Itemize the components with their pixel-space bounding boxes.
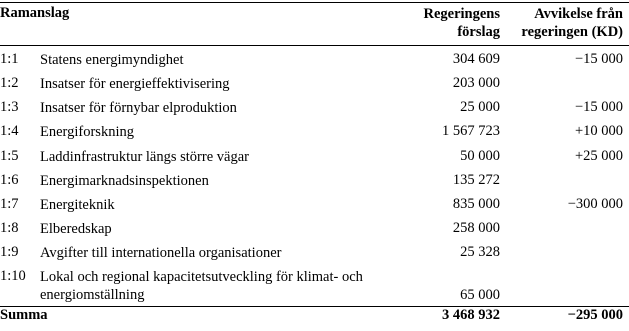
- table-row: [0, 220, 629, 244]
- table-header: [0, 5, 629, 45]
- row-deviation: −15 000: [574, 99, 623, 115]
- row-number: 1:2: [0, 75, 19, 91]
- header-proposal-line1: Regeringens: [423, 6, 500, 22]
- table-row: [0, 268, 629, 308]
- row-name: Energiteknik: [40, 197, 115, 213]
- row-number: 1:8: [0, 220, 19, 236]
- table-row: [0, 75, 629, 99]
- header-ramanslag: Ramanslag: [0, 5, 70, 21]
- row-deviation: −300 000: [567, 196, 623, 212]
- row-number: 1:4: [0, 123, 19, 139]
- table-row: [0, 99, 629, 123]
- row-number: 1:1: [0, 51, 19, 67]
- header-rule: [0, 45, 629, 46]
- row-proposal: 1 567 723: [442, 123, 500, 139]
- header-deviation-line1: Avvikelse från: [534, 6, 623, 22]
- row-name: Insatser för förnybar elproduktion: [40, 100, 237, 116]
- header-deviation-line2: regeringen (KD): [521, 24, 623, 40]
- row-name: Avgifter till internationella organisationer: [40, 245, 282, 261]
- row-proposal: 65 000: [460, 287, 500, 303]
- row-deviation: +10 000: [574, 123, 623, 139]
- row-name: Insatser för energieffektivisering: [40, 76, 230, 92]
- total-label: Summa: [0, 307, 48, 323]
- row-number: 1:10: [0, 268, 26, 284]
- row-name: Energiforskning: [40, 124, 134, 140]
- total-proposal: 3 468 932: [442, 307, 500, 323]
- row-proposal: 135 272: [452, 172, 500, 188]
- row-number: 1:5: [0, 148, 19, 164]
- row-proposal: 203 000: [452, 75, 500, 91]
- table-row: [0, 196, 629, 220]
- row-proposal: 50 000: [460, 148, 500, 164]
- row-deviation: −15 000: [574, 51, 623, 67]
- header-proposal: [423, 5, 500, 41]
- row-proposal: 304 609: [452, 51, 500, 67]
- header-proposal-line2: förslag: [457, 24, 500, 40]
- row-proposal: 258 000: [452, 220, 500, 236]
- row-deviation: +25 000: [574, 148, 623, 164]
- row-name: Elberedskap: [40, 221, 112, 237]
- row-number: 1:9: [0, 244, 19, 260]
- row-number: 1:7: [0, 196, 19, 212]
- top-rule: [0, 2, 629, 3]
- row-proposal: 25 000: [460, 99, 500, 115]
- row-name: Statens energimyndighet: [40, 52, 184, 68]
- table-row: [0, 172, 629, 196]
- table-row: [0, 148, 629, 172]
- row-number: 1:3: [0, 99, 19, 115]
- table-row: [0, 244, 629, 268]
- row-proposal: 25 328: [460, 244, 500, 260]
- row-name: Lokal och regional kapacitetsutveckling för klimat- och energiomställning: [40, 269, 363, 303]
- table-row: [0, 51, 629, 75]
- row-number: 1:6: [0, 172, 19, 188]
- row-proposal: 835 000: [452, 196, 500, 212]
- row-name: Laddinfrastruktur längs större vägar: [40, 149, 249, 165]
- table-row: [0, 123, 629, 147]
- total-deviation: −295 000: [567, 307, 623, 323]
- header-deviation: [521, 5, 623, 41]
- total-row: [0, 307, 629, 331]
- row-name: Energimarknadsinspektionen: [40, 173, 209, 189]
